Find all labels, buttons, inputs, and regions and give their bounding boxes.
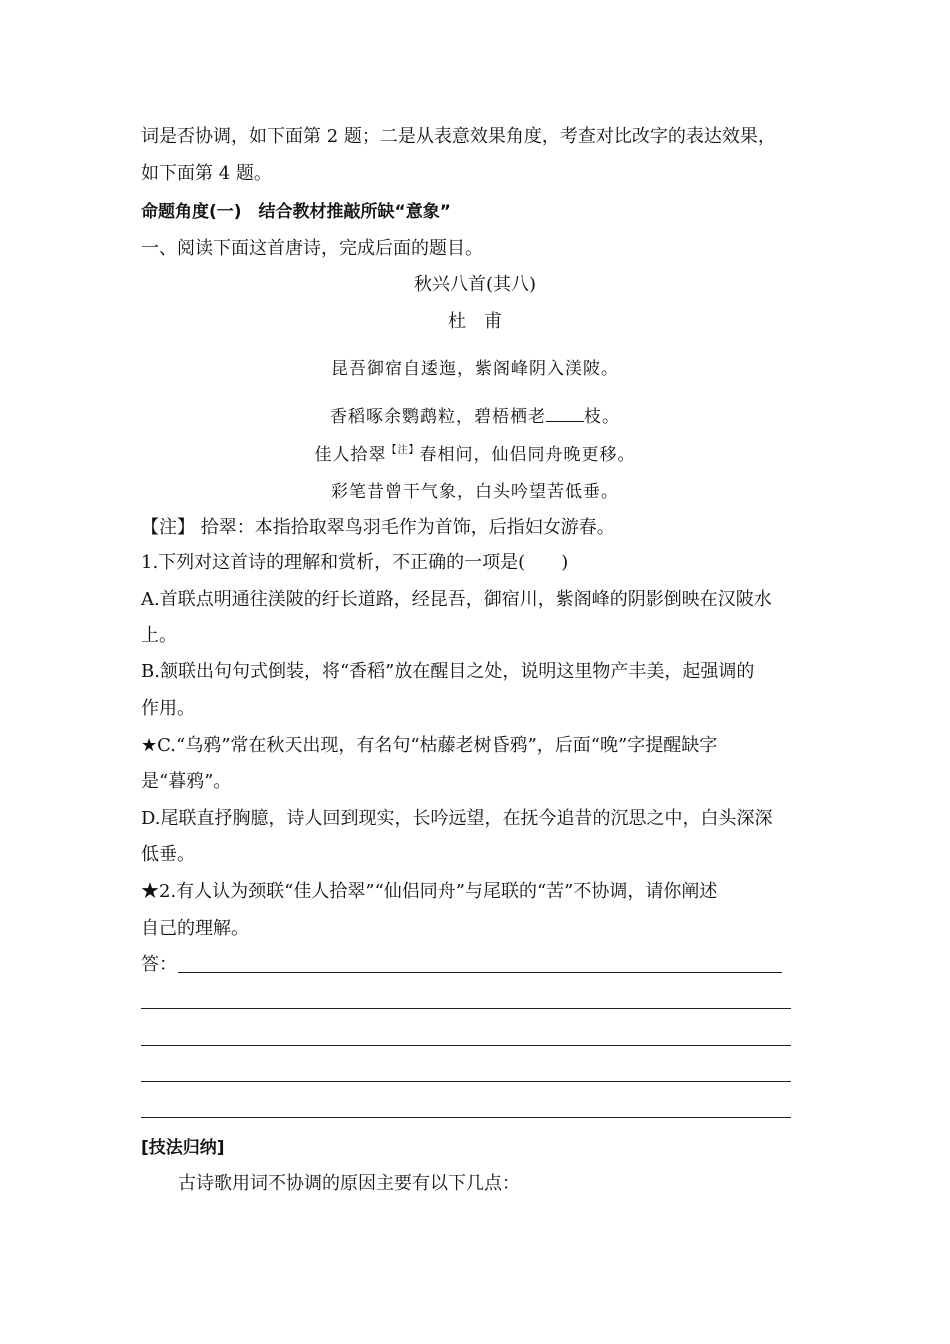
q1-option-d-line-2: 低垂。	[141, 844, 195, 865]
poem-line-2	[0, 405, 950, 429]
answer-line-1[interactable]	[178, 972, 782, 973]
poem-line-4: 彩笔昔曾干气象，白头吟望苦低垂。	[331, 482, 619, 502]
poem-title: 秋兴八首(其八)	[413, 274, 537, 295]
poem-line-2-after: 枝。	[584, 407, 620, 427]
q1-option-b-line-2: 作用。	[141, 698, 195, 719]
intro-line-2: 如下面第 4 题。	[141, 163, 272, 184]
q1-option-b-line-1: B.颔联出句句式倒装，将“香稻”放在醒目之处，说明这里物产丰美，起强调的	[141, 661, 755, 682]
technique-text: 古诗歌用词不协调的原因主要有以下几点：	[178, 1173, 520, 1194]
answer-label: 答：	[141, 954, 177, 975]
poem-line-3-before: 佳人拾翠	[314, 445, 387, 465]
q1-option-c-line-1: ★C.“乌鸦”常在秋天出现，有名句“枯藤老树昏鸦”，后面“晚”字提醒缺字	[141, 735, 718, 756]
intro-line-1: 词是否协调，如下面第 2 题；二是从表意效果角度，考查对比改字的表达效果，	[141, 126, 776, 147]
answer-line-5[interactable]	[141, 1117, 791, 1118]
poem-author: 杜 甫	[448, 311, 502, 332]
poem-note-marker: 【注】	[386, 445, 420, 456]
answer-line-3[interactable]	[141, 1045, 791, 1046]
q1-option-a-line-1: A.首联点明通往渼陂的纡长道路，经昆吾，御宿川，紫阁峰的阴影倒映在汉陂水	[141, 589, 772, 610]
section-heading: 命题角度(一) 结合教材推敲所缺“意象”	[141, 202, 451, 222]
poem-line-3	[0, 443, 950, 467]
note: 【注】 拾翠：本指拾取翠鸟羽毛作为首饰，后指妇女游春。	[141, 517, 615, 538]
answer-line-4[interactable]	[141, 1081, 791, 1082]
poem-blank	[546, 405, 584, 422]
answer-line-2[interactable]	[141, 1008, 791, 1009]
q1-option-c-line-2: 是“暮鸦”。	[141, 771, 232, 792]
poem-line-3-after: 春相问，仙侣同舟晚更移。	[419, 445, 636, 465]
q1-option-d-line-1: D.尾联直抒胸臆，诗人回到现实，长吟远望，在抚今追昔的沉思之中，白头深深	[141, 808, 773, 829]
q1-stem: 1.下列对这首诗的理解和赏析，不正确的一项是( )	[141, 552, 569, 573]
poem-line-1: 昆吾御宿自逶迤，紫阁峰阴入渼陂。	[331, 359, 619, 379]
poem-line-2-before: 香稻啄余鹦鹉粒，碧梧栖老	[330, 407, 546, 427]
instruction: 一、阅读下面这首唐诗，完成后面的题目。	[141, 238, 483, 259]
q2-line-1: ★2.有人认为颈联“佳人拾翠”“仙侣同舟”与尾联的“苦”不协调，请你阐述	[141, 881, 718, 902]
q2-line-2: 自己的理解。	[141, 918, 249, 939]
technique-heading: [技法归纳]	[141, 1138, 225, 1158]
q1-option-a-line-2: 上。	[141, 625, 177, 646]
